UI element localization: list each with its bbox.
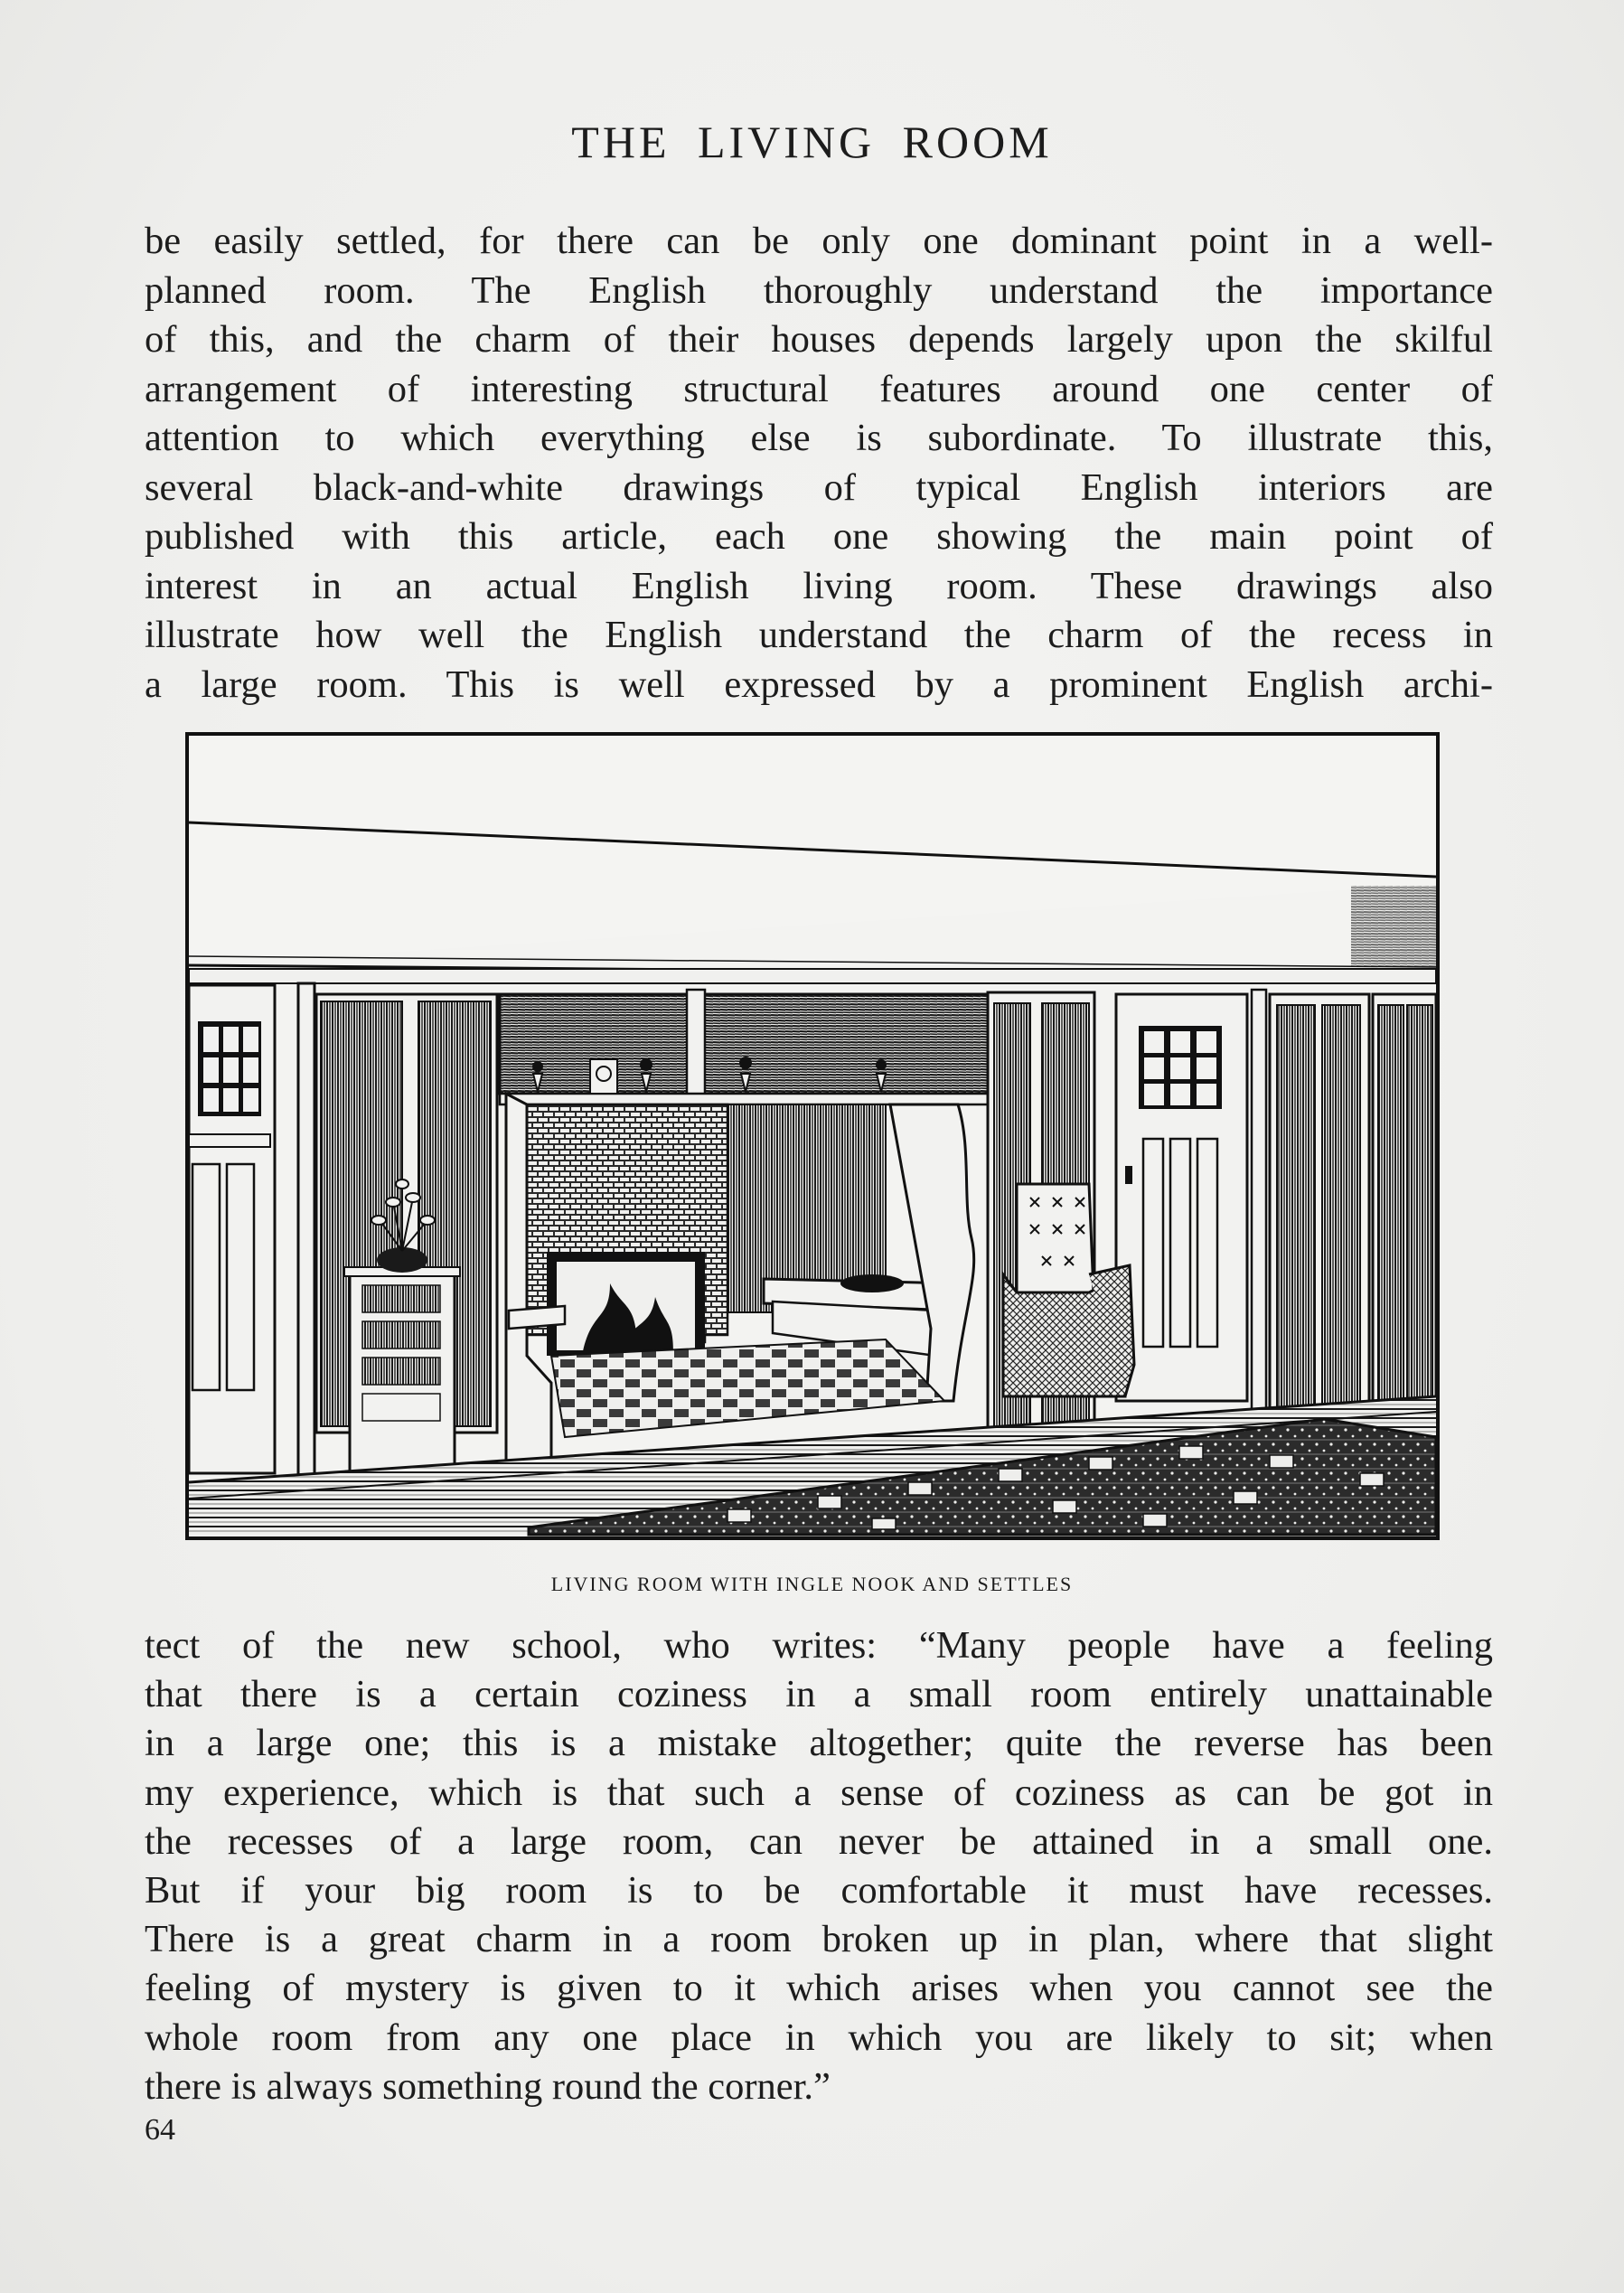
paragraph-1 [145, 217, 1493, 710]
running-head: THE LIVING ROOM [571, 117, 1053, 167]
living-room-illustration [185, 732, 1440, 1540]
text-line: the recesses of a large room, can never be attained in a small one. [145, 1819, 1493, 1863]
page-number: 64 [145, 2113, 175, 2147]
text-line: of this, and the charm of their houses depends largely upon the skilful [145, 318, 1493, 361]
text-line: feeling of mystery is given to it which arises when you cannot see the [145, 1967, 1493, 2010]
text-line: tect of the new school, who writes: “Many people have a feeling [145, 1624, 1493, 1667]
text-line: interest in an actual English living room. These drawings also [145, 564, 1493, 607]
text-line: that there is a certain coziness in a small room entirely unattainable [145, 1673, 1493, 1716]
text-line: But if your big room is to be comfortable it must have recesses. [145, 1868, 1493, 1912]
text-line: a large room. This is well expressed by a prominent English archi- [145, 663, 1493, 706]
text-line: several black-and-white drawings of typical English interiors are [145, 465, 1493, 509]
text-line: illustrate how well the English understand the charm of the recess in [145, 614, 1493, 656]
figure-caption: LIVING ROOM WITH INGLE NOOK AND SETTLES [550, 1573, 1074, 1595]
paragraph-2 [145, 1621, 1493, 2111]
text-line: in a large one; this is a mistake altogether; quite the reverse has been [145, 1722, 1493, 1765]
text-line: there is always something round the corner.” [145, 2064, 831, 2108]
text-line: my experience, which is that such a sense of coziness as can be got in [145, 1771, 1493, 1814]
text-line: There is a great charm in a room broken up in plan, where that slight [145, 1918, 1493, 1961]
text-line: attention to which everything else is subordinate. To illustrate this, [145, 417, 1493, 459]
text-line: be easily settled, for there can be only one dominant point in a well- [145, 220, 1493, 262]
text-line: whole room from any one place in which you are likely to sit; when [145, 2016, 1493, 2059]
text-line: planned room. The English thoroughly understand the importance [145, 268, 1493, 312]
text-line: arrangement of interesting structural features around one center of [145, 367, 1493, 410]
text-line: published with this article, each one showing the main point of [145, 515, 1493, 558]
